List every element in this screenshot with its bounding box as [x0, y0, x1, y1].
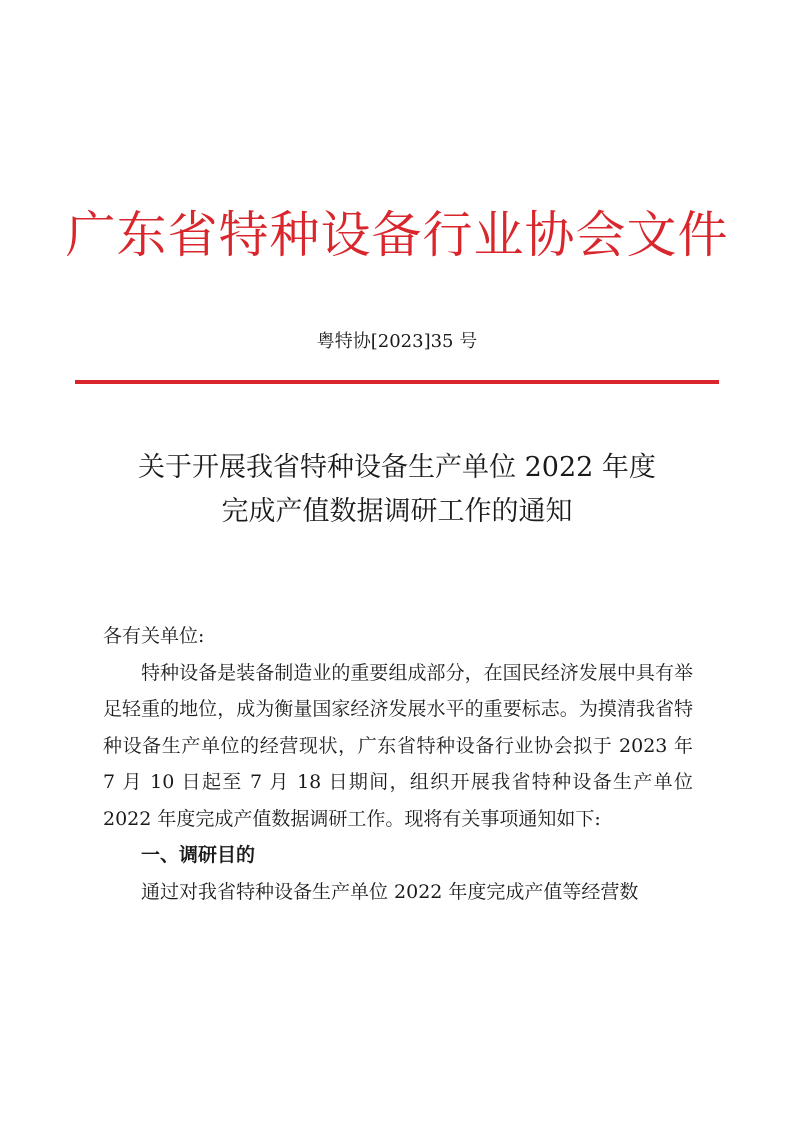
body-paragraph-1: 特种设备是装备制造业的重要组成部分，在国民经济发展中具有举足轻重的地位，成为衡量国家经济发展水平的重要标志。为摸清我省特种设备生产单位的经营现状，广东省特种设备行业协会拟于 2023 年 7 月 10 日起至 7 月 18 日期间，组织开展我省特种设备生产单位 2022 年度完成产值数据调研工作。现将有关事项通知如下: — [103, 661, 693, 830]
org-header-title: 广东省特种设备行业协会文件 — [65, 206, 729, 264]
notice-title-line-2: 完成产值数据调研工作的通知 — [221, 496, 573, 527]
notice-title-line-1: 关于开展我省特种设备生产单位 2022 年度 — [138, 452, 656, 483]
red-divider-line — [75, 380, 719, 384]
document-body — [103, 618, 693, 910]
section-heading-1: 一、调研目的 — [141, 844, 256, 866]
body-paragraph-2: 通过对我省特种设备生产单位 2022 年度完成产值等经营数 — [141, 880, 639, 903]
document-number: 粤特协[2023]35 号 — [316, 331, 478, 352]
notice-title — [0, 446, 794, 534]
salutation: 各有关单位: — [103, 625, 205, 647]
